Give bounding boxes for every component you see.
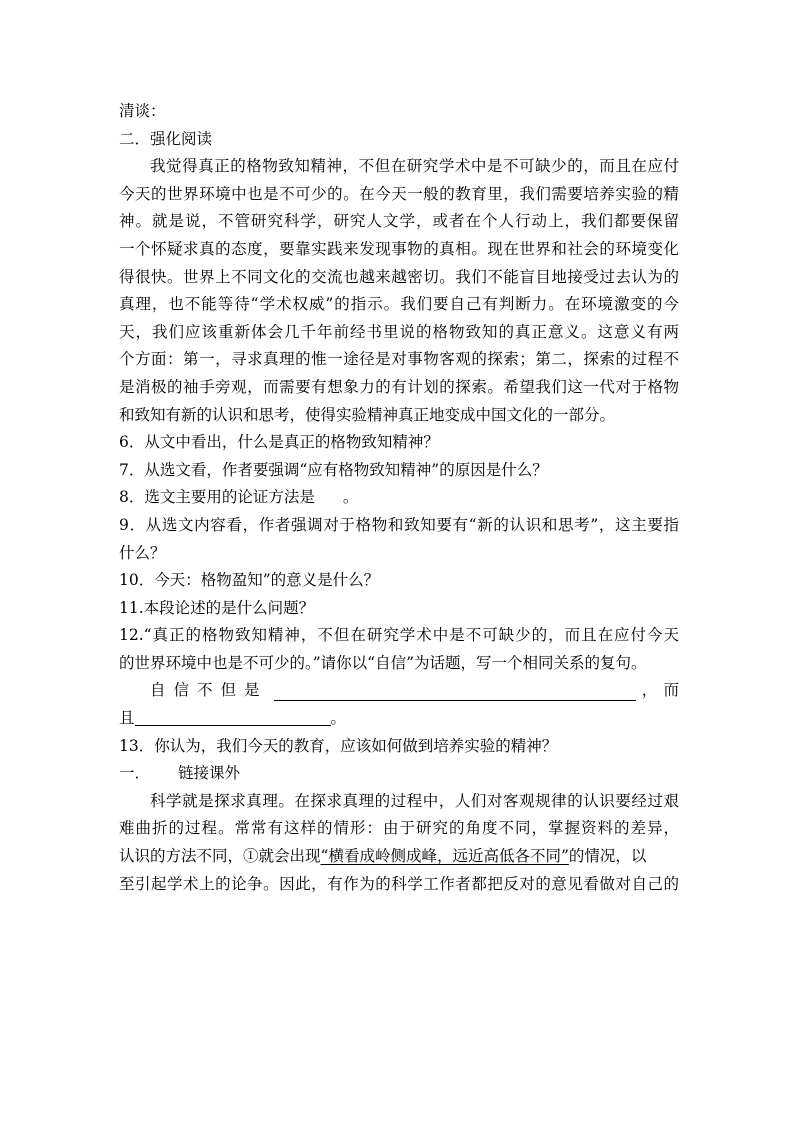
question-13: 13．你认为，我们今天的教育，应该如何做到培养实验的精神？ xyxy=(119,736,558,755)
section-title-extracurricular xyxy=(119,760,679,788)
question-11: 11.本段论述的是什么问题？ xyxy=(119,598,315,617)
section-title-reading: 二．强化阅读 xyxy=(119,129,213,148)
question-9: 9．从选文内容看，作者强调对于格物和致知要有“新的认识和思考”，这主要指 xyxy=(119,515,679,534)
passage-line: 是消极的袖手旁观，而需要有想象力的有计划的探索。希望我们这一代对于格物 xyxy=(119,377,679,396)
answer-blank-short[interactable] xyxy=(135,707,331,726)
question-7: 7．从选文看，作者要强调“应有格物致知精神”的原因是什么？ xyxy=(119,460,548,479)
section-number: 一． xyxy=(119,764,151,783)
question-9-cont: 什么？ xyxy=(119,543,166,562)
passage-line: 个方面：第一，寻求真理的惟一途径是对事物客观的探索；第二，探索的过程不 xyxy=(119,350,679,369)
question-8-end: 。 xyxy=(342,488,359,507)
question-10: 10．今天：格物盈知”的意义是什么？ xyxy=(119,571,380,590)
question-12: 12.“真正的格物致知精神，不但在研究学术中是不可缺少的，而且在应付今天 xyxy=(119,626,679,645)
passage-line: 天，我们应该重新体会几千年前经书里说的格物致知的真正意义。这意义有两 xyxy=(119,322,679,341)
fill-in-row-2 xyxy=(119,705,679,733)
passage-line: 和致知有新的认识和思考，使得实验精神真正地变成中国文化的一部分。 xyxy=(119,405,616,424)
passage-text: 认识的方法不同，①就会出现 xyxy=(119,847,321,866)
question-6: 6．从文中看出，什么是真正的格物致知精神？ xyxy=(119,433,439,452)
section-title: 链接课外 xyxy=(178,764,241,783)
passage-line: 得很快。世界上不同文化的交流也越来越密切。我们不能盲目地接受过去认为的 xyxy=(119,267,679,286)
passage-line: 我觉得真正的格物致知精神，不但在研究学术中是不可缺少的，而且在应付 xyxy=(150,157,679,176)
fill-er: 而 xyxy=(663,681,679,700)
fill-qie: 且 xyxy=(119,709,135,728)
question-12-cont: 的世界环境中也是不可少的。”请你以“自信”为话题，写一个相同关系的复句。 xyxy=(119,653,647,672)
answer-blank-long[interactable] xyxy=(274,682,636,701)
passage-line: 神。就是说，不管研究科学，研究人文学，或者在个人行动上，我们都要保留 xyxy=(119,212,679,231)
passage-line: 真理，也不能等待“学术权威”的指示。我们要自己有判断力。在环境激变的今 xyxy=(119,295,679,314)
fill-in-row-1 xyxy=(119,677,679,705)
fill-end: 。 xyxy=(330,709,347,728)
underlined-quote: “横看成岭侧成峰，远近高低各不同” xyxy=(320,847,569,866)
fill-prefix: 自信不但是 xyxy=(150,681,268,700)
document-page xyxy=(119,98,679,898)
passage-line: 科学就是探求真理。在探求真理的过程中，人们对客观规律的认识要经过艰 xyxy=(150,791,679,810)
passage-line: 一个怀疑求真的态度，要靠实践来发现事物的真相。现在世界和社会的环境变化 xyxy=(119,239,679,258)
passage-line xyxy=(119,843,679,871)
passage-line: 至引起学术上的论争。因此，有作为的科学工作者都把反对的意见看做对自己的 xyxy=(119,874,679,893)
extracurricular-passage xyxy=(119,788,679,898)
passage-text: 的情况，以 xyxy=(568,847,647,866)
passage-line: 难曲折的过程。常常有这样的情形：由于研究的角度不同，掌握资料的差异， xyxy=(119,819,679,838)
question-8 xyxy=(119,484,679,512)
header-fragment: 清谈： xyxy=(119,102,166,120)
passage-line: 今天的世界环境中也是不可少的。在今天一般的教育里，我们需要培养实验的精 xyxy=(119,184,679,203)
reading-passage xyxy=(119,153,679,429)
fill-comma: ， xyxy=(641,681,658,700)
question-8-text: 8．选文主要用的论证方法是 xyxy=(119,488,315,507)
